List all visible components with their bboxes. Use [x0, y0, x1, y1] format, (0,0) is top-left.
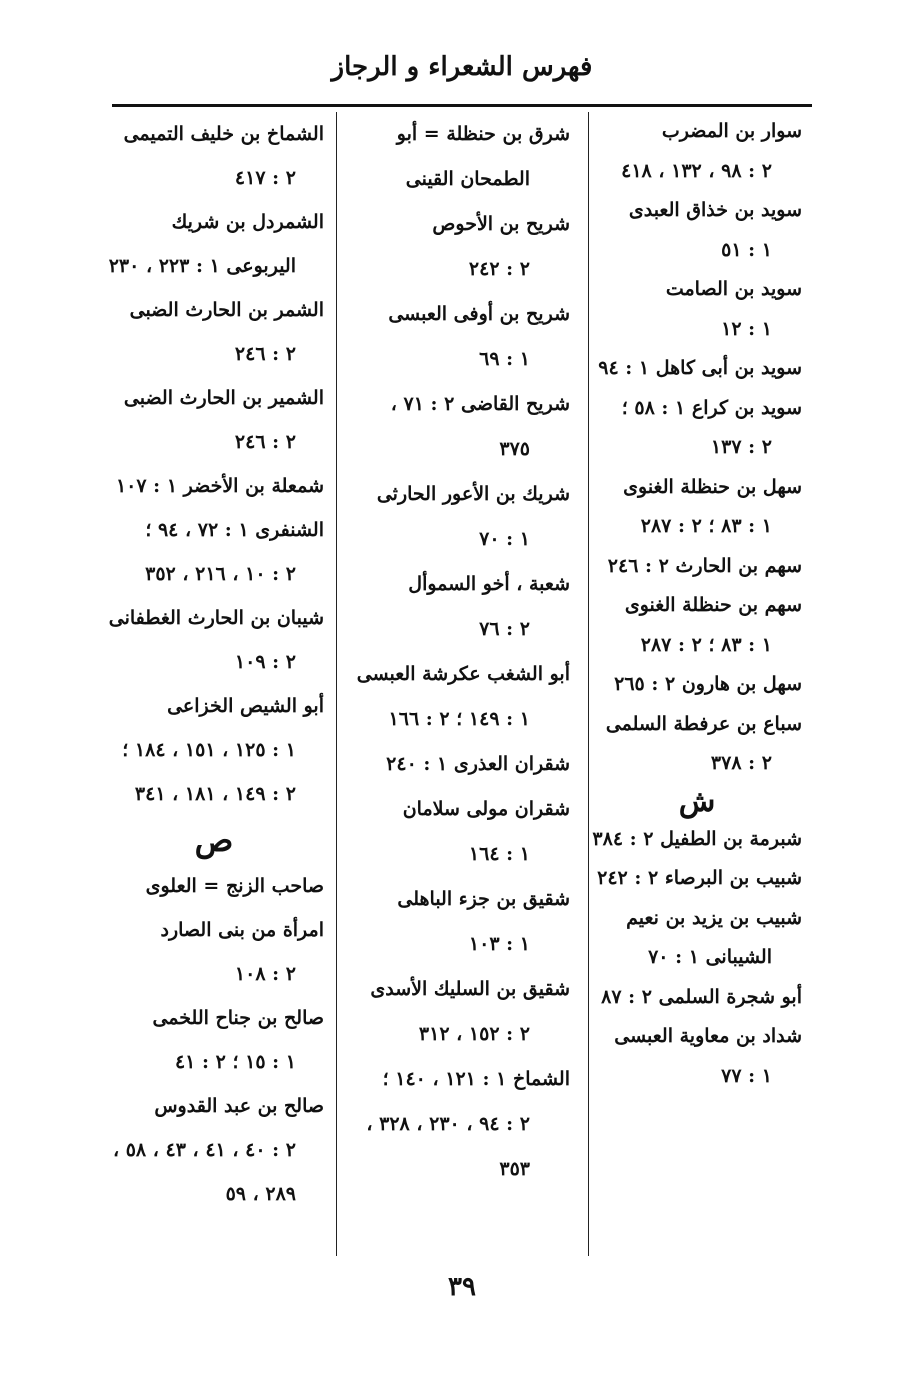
index-column-middle — [344, 112, 570, 1267]
index-entry-reference: ١ : ١٤٩ ؛ ٢ : ١٦٦ — [388, 708, 530, 730]
index-entry: سهل بن حنظلة الغنوى — [623, 475, 802, 498]
index-entry-reference: ٢٨٩ ، ٥٩ — [225, 1183, 296, 1205]
section-letter: ص — [194, 821, 234, 859]
index-entry-reference: ٢ : ١٠٩ — [234, 651, 296, 673]
index-entry-reference: ٢ : ٤١٧ — [234, 167, 296, 189]
index-entry-reference: ٢ : ٩٤ ، ٢٣٠ ، ٣٢٨ ، — [366, 1113, 530, 1135]
index-entry: الشمر بن الحارث الضبى — [129, 299, 324, 321]
index-entry: شقيق بن جزء الباهلى — [397, 888, 570, 910]
index-entry: الشماخ ١ : ١٢١ ، ١٤٠ ؛ — [382, 1068, 570, 1090]
index-entry: شبيب بن البرصاء ٢ : ٢٤٢ — [597, 867, 802, 889]
index-entry: سهم بن الحارث ٢ : ٢٤٦ — [607, 554, 802, 577]
index-entry-reference: ١ : ٧٠ — [479, 528, 530, 550]
section-letter: ش — [678, 783, 716, 819]
index-entry-reference: ٢ : ٢٤٦ — [234, 431, 296, 453]
page-number: ٣٩ — [448, 1272, 476, 1302]
index-entry-reference: ١ : ٦٩ — [479, 348, 530, 370]
index-entry: الشنفرى ١ : ٧٢ ، ٩٤ ؛ — [145, 519, 324, 541]
index-entry-reference: ٢ : ٣٧٨ — [710, 752, 772, 774]
index-entry: سهل بن هارون ٢ : ٢٦٥ — [614, 673, 802, 695]
index-entry-reference: ٢ : ٧٦ — [479, 618, 530, 640]
index-entry: صالح بن عبد القدوس — [154, 1095, 324, 1117]
index-entry: شيبان بن الحارث الغطفانى — [108, 607, 324, 629]
index-entry: سويد بن خذاق العبدى — [628, 199, 802, 221]
column-divider — [336, 112, 337, 1256]
index-entry-reference: ٢ : ١٤٩ ، ١٨١ ، ٣٤١ — [134, 783, 296, 805]
index-entry-reference: ٢ : ٢٤٦ — [234, 343, 296, 365]
index-entry: الشمير بن الحارث الضبى — [123, 387, 324, 409]
column-divider — [588, 112, 589, 1256]
index-entry-reference: اليربوعى ١ : ٢٢٣ ، ٢٣٠ — [108, 255, 296, 277]
index-entry: سوار بن المضرب — [661, 120, 802, 142]
index-entry-reference: ٣٧٥ — [499, 438, 530, 460]
index-entry: سويد بن أبى كاهل ١ : ٩٤ — [598, 357, 802, 379]
index-entry-reference: ٢ : ١٥٢ ، ٣١٢ — [418, 1023, 530, 1045]
index-entry-reference: ٢ : ١٠ ، ٢١٦ ، ٣٥٢ — [145, 563, 296, 585]
index-entry: الشمردل بن شريك — [171, 211, 324, 233]
index-entry-reference: ٢ : ١٣٧ — [710, 436, 772, 458]
index-entry: صاحب الزنج = العلوى — [145, 875, 324, 897]
index-entry: أبو الشيص الخزاعى — [167, 695, 324, 717]
index-entry: الشماخ بن خليف التميمى — [123, 123, 324, 145]
header-rule — [112, 104, 812, 107]
index-entry-reference: ١ : ١٢ — [721, 317, 772, 340]
index-entry: صالح بن جناح اللخمى — [152, 1007, 324, 1029]
index-entry: امرأة من بنى الصارد — [160, 919, 324, 941]
index-entry-reference: ١ : ٨٣ ؛ ٢ : ٢٨٧ — [640, 515, 772, 537]
index-entry: أبو الشغب عكرشة العبسى — [356, 663, 570, 685]
index-entry: شريح بن الأحوص — [432, 213, 570, 235]
index-entry: شقران مولى سلامان — [402, 798, 570, 820]
index-entry-reference: ٢ : ١٠٨ — [234, 963, 296, 985]
index-column-left — [104, 112, 324, 1267]
index-entry: شريح القاضى ٢ : ٧١ ، — [390, 393, 570, 415]
index-entry-reference: ١ : ٨٣ ؛ ٢ : ٢٨٧ — [640, 633, 772, 656]
index-entry: شبيب بن يزيد بن نعيم — [626, 906, 802, 929]
index-entry: شبرمة بن الطفيل ٢ : ٣٨٤ — [592, 827, 802, 850]
index-column-right — [592, 112, 802, 1267]
index-entry-reference: ١ : ٧٧ — [721, 1064, 772, 1087]
index-entry-reference: ١ : ١٥ ؛ ٢ : ٤١ — [174, 1051, 296, 1073]
index-entry-reference: ١ : ١٢٥ ، ١٥١ ، ١٨٤ ؛ — [122, 739, 296, 761]
index-entry: أبو شجرة السلمى ٢ : ٨٧ — [601, 985, 802, 1008]
index-entry-reference: ١ : ١٦٤ — [468, 843, 530, 865]
index-entry: شمعلة بن الأخضر ١ : ١٠٧ — [115, 475, 324, 497]
index-entry: سويد بن كراع ١ : ٥٨ ؛ — [621, 396, 802, 419]
index-entry: شداد بن معاوية العبسى — [614, 1025, 802, 1047]
index-entry-reference: ١ : ١٠٣ — [468, 933, 530, 955]
index-entry-reference: ١ : ٥١ — [721, 238, 772, 261]
index-entry: شعبة ، أخو السموأل — [408, 573, 570, 595]
page-title: فهرس الشعراء و الرجاز — [331, 52, 593, 82]
index-entry: شريح بن أوفى العبسى — [388, 303, 570, 325]
index-entry-reference: الشيبانى ١ : ٧٠ — [648, 946, 772, 968]
index-entry: شرق بن حنظلة = أبو — [396, 123, 570, 145]
index-entry: شقيق بن السليك الأسدى — [370, 978, 570, 1000]
index-entry: سهم بن حنظلة الغنوى — [624, 594, 802, 616]
index-entry: شريك بن الأعور الحارثى — [376, 483, 570, 505]
index-entry: سويد بن الصامت — [665, 278, 802, 300]
index-entry: سباع بن عرفطة السلمى — [605, 712, 802, 735]
index-entry: شقران العذرى ١ : ٢٤٠ — [386, 753, 570, 775]
index-entry-reference: ٢ : ٢٤٢ — [468, 258, 530, 280]
index-entry-reference: ٢ : ٤٠ ، ٤١ ، ٤٣ ، ٥٨ ، — [112, 1139, 296, 1161]
index-entry-reference: ٣٥٣ — [499, 1158, 530, 1180]
index-entry-reference: ٢ : ٩٨ ، ١٣٢ ، ٤١٨ — [621, 159, 772, 182]
index-entry-reference: الطمحان القينى — [405, 168, 530, 190]
